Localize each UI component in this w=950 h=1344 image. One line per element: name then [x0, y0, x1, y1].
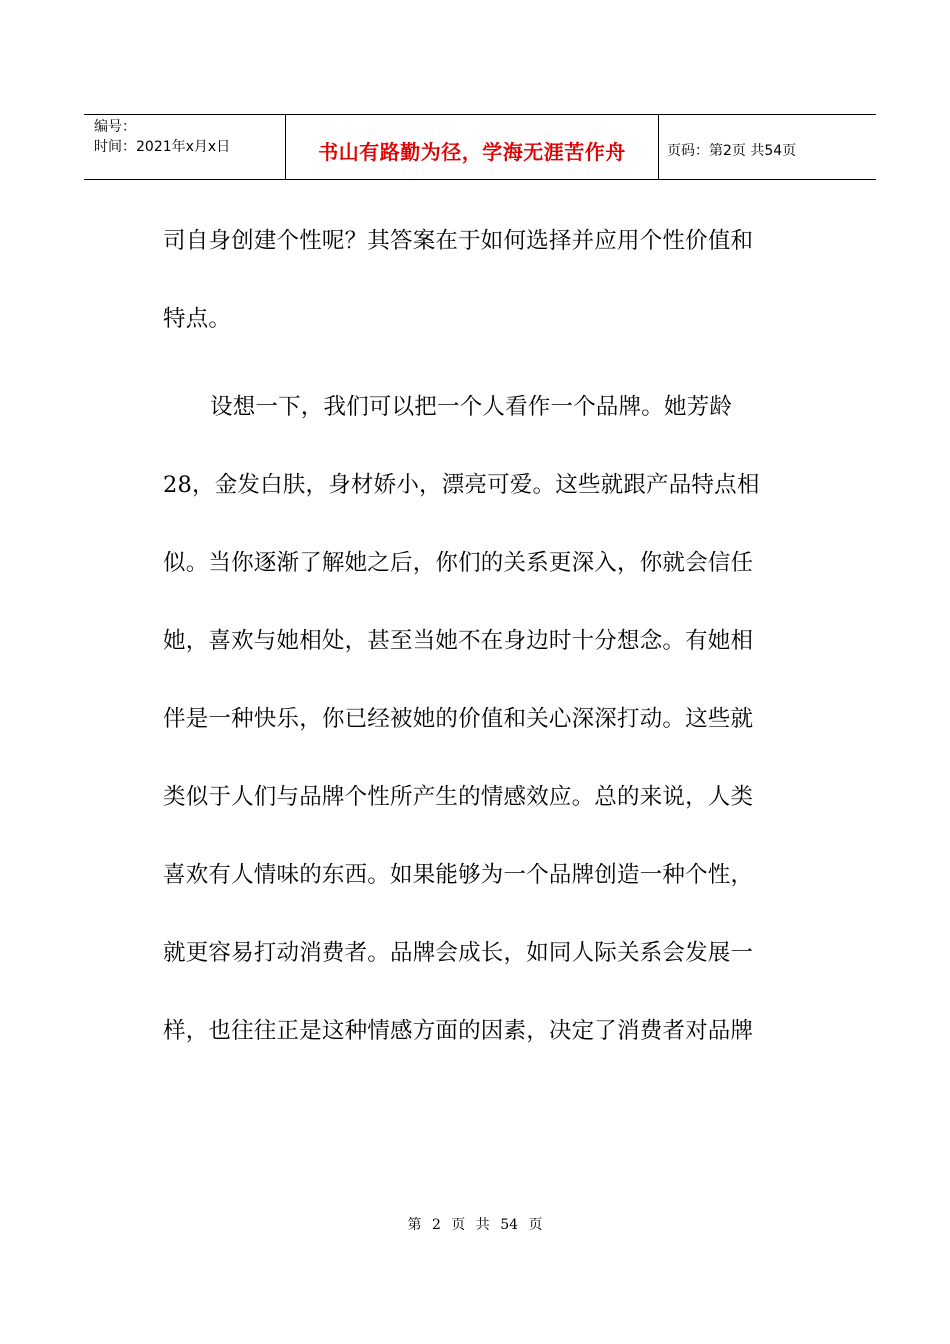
- header-motto: 书山有路勤为径，学海无涯苦作舟: [318, 139, 626, 164]
- body-line: 她，喜欢与她相处，甚至当她不在身边时十分想念。有她相: [163, 628, 754, 654]
- body-line: 样，也往往正是这种情感方面的因素，决定了消费者对品牌: [163, 1018, 754, 1044]
- body-line: 伴是一种快乐，你已经被她的价值和关心深深打动。这些就: [163, 706, 754, 732]
- body-line: 就更容易打动消费者。品牌会成长，如同人际关系会发展一: [163, 940, 754, 966]
- header-page-cell: [659, 115, 876, 179]
- body-line-paragraph-start: 设想一下，我们可以把一个人看作一个品牌。她芳龄: [210, 394, 733, 420]
- body-line: 28，金发白肤，身材娇小，漂亮可爱。这些就跟产品特点相: [163, 472, 760, 498]
- header-motto-cell: [286, 115, 659, 179]
- document-date-label: 时间：2021年x月x日: [94, 139, 231, 155]
- body-line: 喜欢有人情味的东西。如果能够为一个品牌创造一种个性，: [163, 862, 754, 888]
- page-footer: 第 2 页 共 54 页: [407, 1217, 543, 1233]
- header-page-info: 页码：第2页 共54页: [667, 143, 797, 159]
- body-line: 类似于人们与品牌个性所产生的情感效应。总的来说，人类: [163, 784, 754, 810]
- body-line: 司自身创建个性呢？其答案在于如何选择并应用个性价值和: [163, 228, 754, 254]
- body-line: 特点。: [163, 306, 232, 332]
- header-meta-cell: [84, 115, 286, 179]
- body-line: 似。当你逐渐了解她之后，你们的关系更深入，你就会信任: [163, 550, 754, 576]
- document-number-label: 编号：: [94, 119, 136, 135]
- header-table: [84, 114, 876, 180]
